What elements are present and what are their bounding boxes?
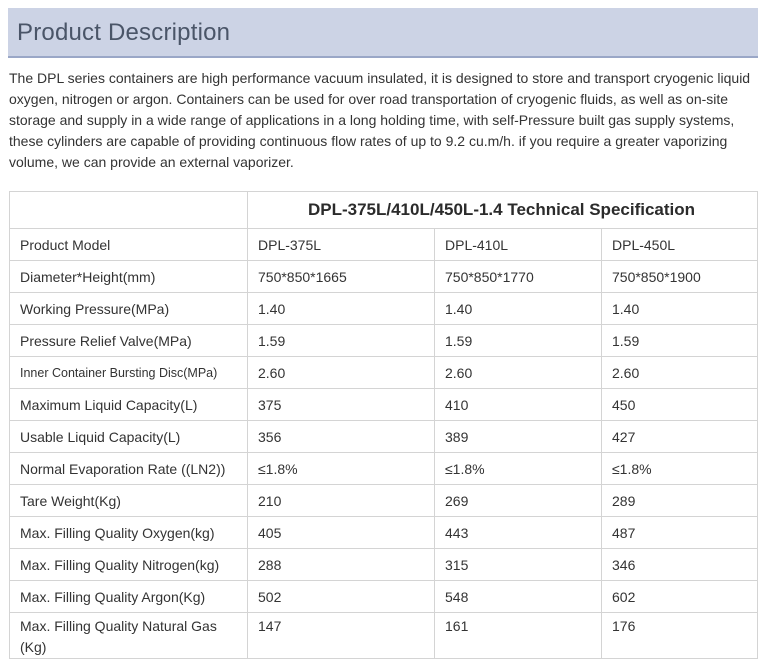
cell-dpl-375l: 502: [248, 581, 435, 613]
row-label: Working Pressure(MPa): [10, 293, 248, 325]
table-row: [10, 421, 758, 453]
cell-dpl-410l: 410: [435, 389, 602, 421]
cell-dpl-450l: ≤1.8%: [602, 453, 758, 485]
cell-dpl-375l: ≤1.8%: [248, 453, 435, 485]
cell-dpl-450l: 427: [602, 421, 758, 453]
table-row: [10, 485, 758, 517]
cell-dpl-410l: ≤1.8%: [435, 453, 602, 485]
row-label: Usable Liquid Capacity(L): [10, 421, 248, 453]
table-row: [10, 517, 758, 549]
cell-dpl-375l: 1.59: [248, 325, 435, 357]
cell-dpl-375l: 147: [248, 613, 435, 659]
section-header: [8, 8, 758, 58]
cell-dpl-375l: 405: [248, 517, 435, 549]
cell-dpl-375l: 356: [248, 421, 435, 453]
cell-dpl-410l: 443: [435, 517, 602, 549]
cell-dpl-450l: 1.40: [602, 293, 758, 325]
cell-dpl-410l: 1.59: [435, 325, 602, 357]
row-label: Normal Evaporation Rate ((LN2)): [10, 453, 248, 485]
table-row: [10, 229, 758, 261]
table-row: [10, 581, 758, 613]
cell-dpl-450l: 2.60: [602, 357, 758, 389]
row-label: Pressure Relief Valve(MPa): [10, 325, 248, 357]
row-label: Maximum Liquid Capacity(L): [10, 389, 248, 421]
table-title: DPL-375L/410L/450L-1.4 Technical Specification: [248, 192, 758, 229]
row-label: Product Model: [10, 229, 248, 261]
cell-dpl-450l: 289: [602, 485, 758, 517]
table-row: [10, 293, 758, 325]
cell-dpl-450l: DPL-450L: [602, 229, 758, 261]
table-row: [10, 549, 758, 581]
row-label: Tare Weight(Kg): [10, 485, 248, 517]
row-label: Max. Filling Quality Oxygen(kg): [10, 517, 248, 549]
product-description-text: The DPL series containers are high performance vacuum insulated, it is designed to store and transport cryogenic liquid oxygen, nitrogen or argon. Containers can be used for over road transportation of cryogenic fluids, as well as on-site storage and supply in a wide range of applications in a long holding time, with self-Pressure built gas supply systems, these cylinders are capable of providing continuous flow rates of up to 9.2 cu.m/h. if you require a greater vaporizing volume, we can provide an external vaporizer.: [9, 70, 751, 170]
cell-dpl-450l: 750*850*1900: [602, 261, 758, 293]
cell-dpl-410l: 548: [435, 581, 602, 613]
cell-dpl-450l: 346: [602, 549, 758, 581]
cell-dpl-375l: 1.40: [248, 293, 435, 325]
table-row: [10, 389, 758, 421]
cell-dpl-410l: 315: [435, 549, 602, 581]
cell-dpl-410l: 269: [435, 485, 602, 517]
cell-dpl-450l: 450: [602, 389, 758, 421]
row-label: Inner Container Bursting Disc(MPa): [10, 357, 248, 389]
section-title: Product Description: [17, 19, 231, 46]
cell-dpl-450l: 602: [602, 581, 758, 613]
cell-dpl-410l: 1.40: [435, 293, 602, 325]
row-label: Max. Filling Quality Argon(Kg): [10, 581, 248, 613]
cell-dpl-410l: 161: [435, 613, 602, 659]
cell-dpl-450l: 1.59: [602, 325, 758, 357]
row-label: Diameter*Height(mm): [10, 261, 248, 293]
cell-dpl-450l: 176: [602, 613, 758, 659]
cell-dpl-375l: 375: [248, 389, 435, 421]
table-row: [10, 453, 758, 485]
table-row: [10, 613, 758, 659]
cell-dpl-375l: DPL-375L: [248, 229, 435, 261]
cell-dpl-410l: DPL-410L: [435, 229, 602, 261]
cell-dpl-410l: 750*850*1770: [435, 261, 602, 293]
cell-dpl-410l: 2.60: [435, 357, 602, 389]
cell-dpl-410l: 389: [435, 421, 602, 453]
cell-dpl-375l: 2.60: [248, 357, 435, 389]
cell-dpl-450l: 487: [602, 517, 758, 549]
row-label: Max. Filling Quality Nitrogen(kg): [10, 549, 248, 581]
cell-dpl-375l: 288: [248, 549, 435, 581]
table-row: [10, 357, 758, 389]
cell-dpl-375l: 210: [248, 485, 435, 517]
technical-specification-table: [9, 191, 758, 659]
row-label: Max. Filling Quality Natural Gas (Kg): [10, 613, 248, 659]
cell-dpl-375l: 750*850*1665: [248, 261, 435, 293]
table-row: [10, 325, 758, 357]
table-row: [10, 261, 758, 293]
table-title-row: [10, 192, 758, 229]
